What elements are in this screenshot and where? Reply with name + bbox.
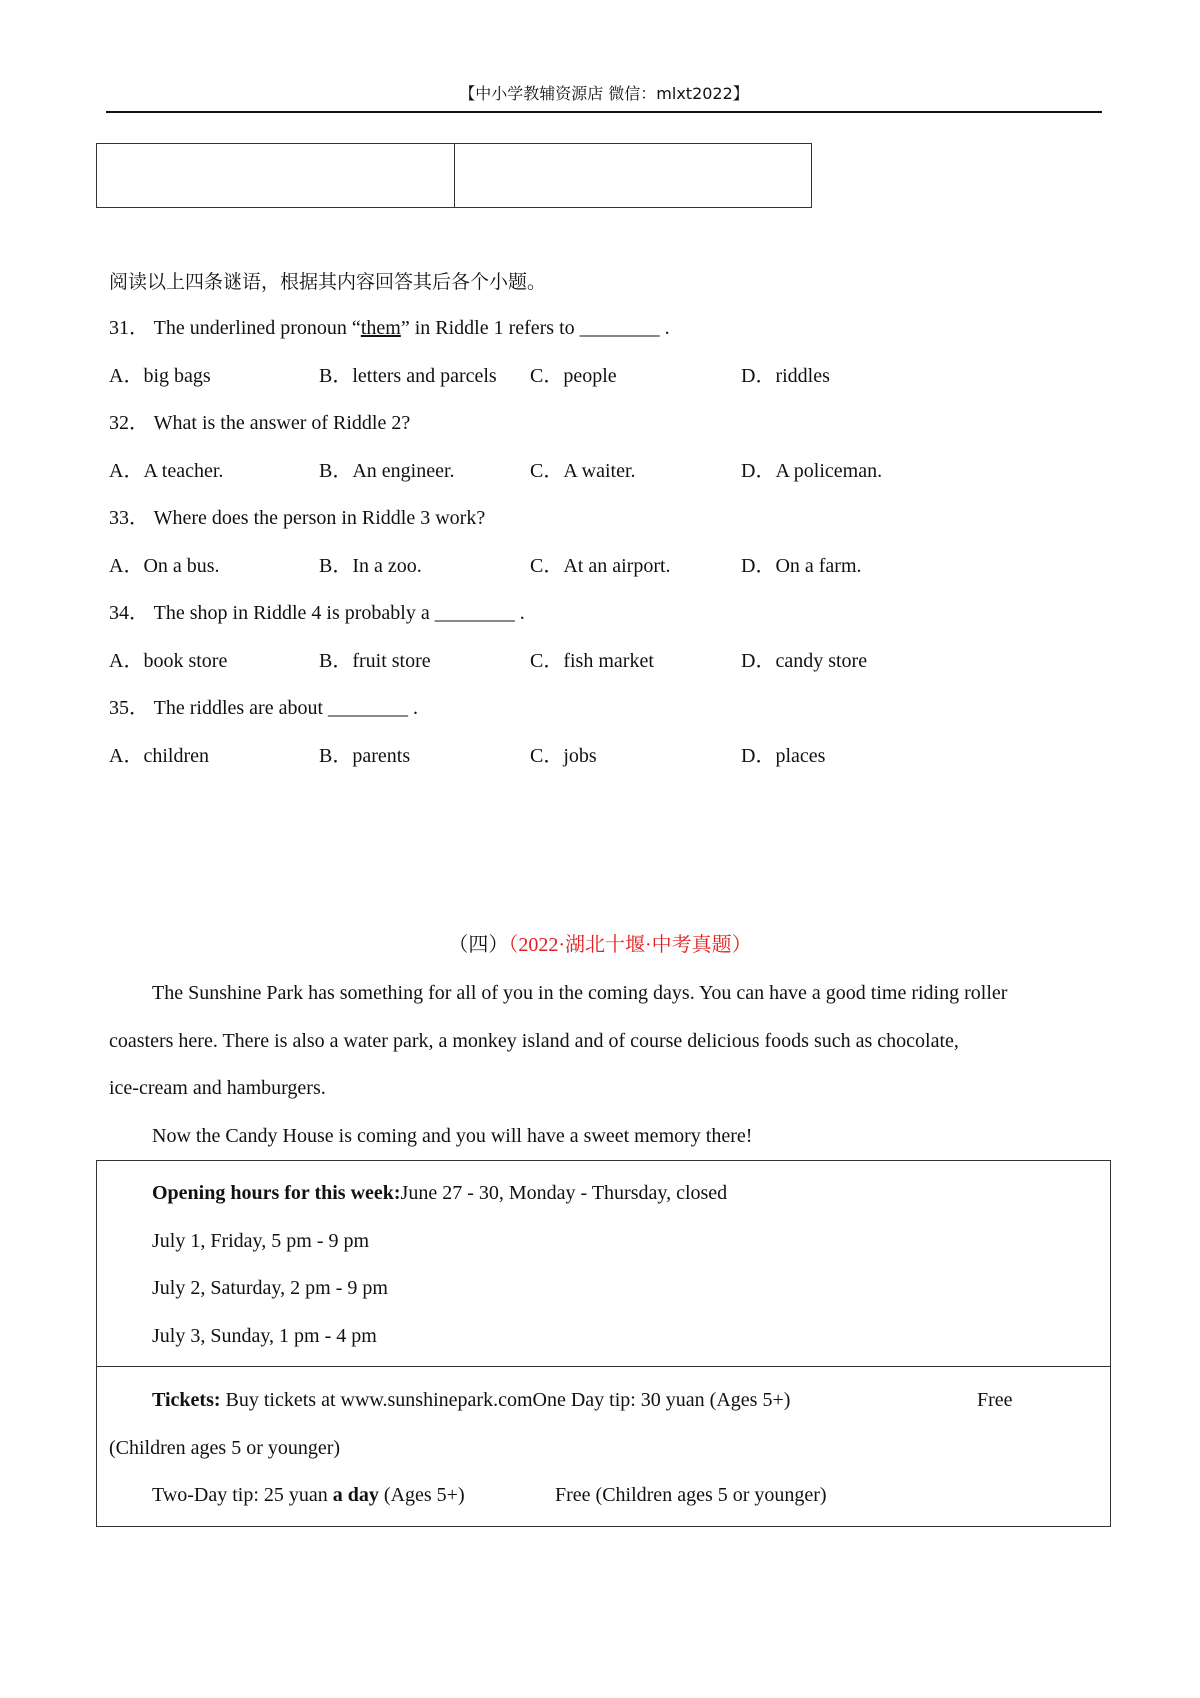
page-header: 【中小学教辅资源店 微信：mlxt2022】	[459, 84, 749, 103]
tickets-info: Buy tickets at www.sunshinepark.comOne Day tip: 30 yuan (Ages 5+)	[220, 1389, 791, 1411]
question-stem-after: ” in Riddle 1 refers to ________ .	[400, 317, 670, 339]
question-35	[109, 696, 418, 720]
q34-option-a[interactable]: A．book store	[109, 650, 228, 672]
q34-option-b[interactable]: B．fruit store	[319, 650, 431, 672]
section-title	[0, 933, 1200, 957]
passage-line-1: The Sunshine Park has something for all of you in the coming days. You can have a good time riding roller	[152, 982, 1008, 1004]
instruction: 阅读以上四条谜语，根据其内容回答其后各个小题。	[109, 271, 547, 293]
q35-option-a[interactable]: A．children	[109, 745, 209, 767]
q32-option-c[interactable]: C．A waiter.	[530, 460, 636, 482]
question-stem: Where does the person in Riddle 3 work?	[153, 507, 486, 529]
tickets-line	[152, 1388, 790, 1412]
q31-option-b[interactable]: B．letters and parcels	[319, 365, 497, 387]
question-number: 35．	[109, 697, 149, 719]
question-stem: What is the answer of Riddle 2?	[153, 412, 411, 434]
table-cell-left	[97, 144, 454, 207]
q31-option-a[interactable]: A．big bags	[109, 365, 211, 387]
info-box-divider	[97, 1366, 1110, 1367]
question-31	[109, 316, 670, 340]
question-stem: The riddles are about ________ .	[153, 697, 419, 719]
q32-option-b[interactable]: B．An engineer.	[319, 460, 455, 482]
hours-sunday: July 3, Sunday, 1 pm - 4 pm	[152, 1325, 377, 1347]
question-33	[109, 506, 485, 530]
passage-paragraph-2: Now the Candy House is coming and you will have a sweet memory there!	[152, 1125, 753, 1147]
tickets-label: Tickets:	[152, 1389, 221, 1411]
question-stem: The shop in Riddle 4 is probably a ________ .	[153, 602, 525, 624]
q34-option-d[interactable]: D．candy store	[741, 650, 868, 672]
passage-line-3: ice-cream and hamburgers.	[109, 1077, 326, 1099]
underlined-word: them	[360, 317, 401, 339]
riddle-table-bottom-row	[96, 143, 812, 208]
hours-friday: July 1, Friday, 5 pm - 9 pm	[152, 1230, 370, 1252]
q35-option-d[interactable]: D．places	[741, 745, 826, 767]
question-number: 33．	[109, 507, 149, 529]
opening-hours-label: Opening hours for this week:	[152, 1182, 401, 1204]
section-source: （2022·湖北十堰·中考真题）	[508, 934, 752, 956]
two-day-bold: a day	[332, 1484, 379, 1506]
header-rule	[106, 111, 1102, 113]
q31-option-d[interactable]: D．riddles	[741, 365, 830, 387]
question-34	[109, 601, 525, 625]
q33-option-b[interactable]: B．In a zoo.	[319, 555, 422, 577]
q34-option-c[interactable]: C．fish market	[530, 650, 654, 672]
q31-option-c[interactable]: C．people	[530, 365, 617, 387]
q35-option-c[interactable]: C．jobs	[530, 745, 597, 767]
question-number: 31．	[109, 317, 149, 339]
q35-option-b[interactable]: B．parents	[319, 745, 411, 767]
q33-option-a[interactable]: A．On a bus.	[109, 555, 220, 577]
q32-option-d[interactable]: D．A policeman.	[741, 460, 883, 482]
question-stem-before: The underlined pronoun “	[153, 317, 361, 339]
opening-hours-line	[152, 1181, 727, 1205]
section-label: （四）	[448, 934, 509, 956]
q33-option-d[interactable]: D．On a farm.	[741, 555, 862, 577]
q33-option-c[interactable]: C．At an airport.	[530, 555, 671, 577]
table-cell-right	[454, 144, 812, 207]
opening-hours-closed: June 27 - 30, Monday - Thursday, closed	[400, 1182, 728, 1204]
q32-option-a[interactable]: A．A teacher.	[109, 460, 224, 482]
two-day-free: Free (Children ages 5 or younger)	[555, 1484, 827, 1506]
passage-line-2: coasters here. There is also a water park, a monkey island and of course delicious foods such as chocolate,	[109, 1030, 959, 1052]
two-day-ticket: Two-Day tip: 25 yuan a day (Ages 5+)	[152, 1484, 465, 1506]
tickets-free-one-day: Free	[977, 1389, 1013, 1411]
hours-saturday: July 2, Saturday, 2 pm - 9 pm	[152, 1277, 388, 1299]
question-number: 34．	[109, 602, 149, 624]
question-32	[109, 411, 410, 435]
question-number: 32．	[109, 412, 149, 434]
tickets-children-note: (Children ages 5 or younger)	[109, 1437, 341, 1459]
